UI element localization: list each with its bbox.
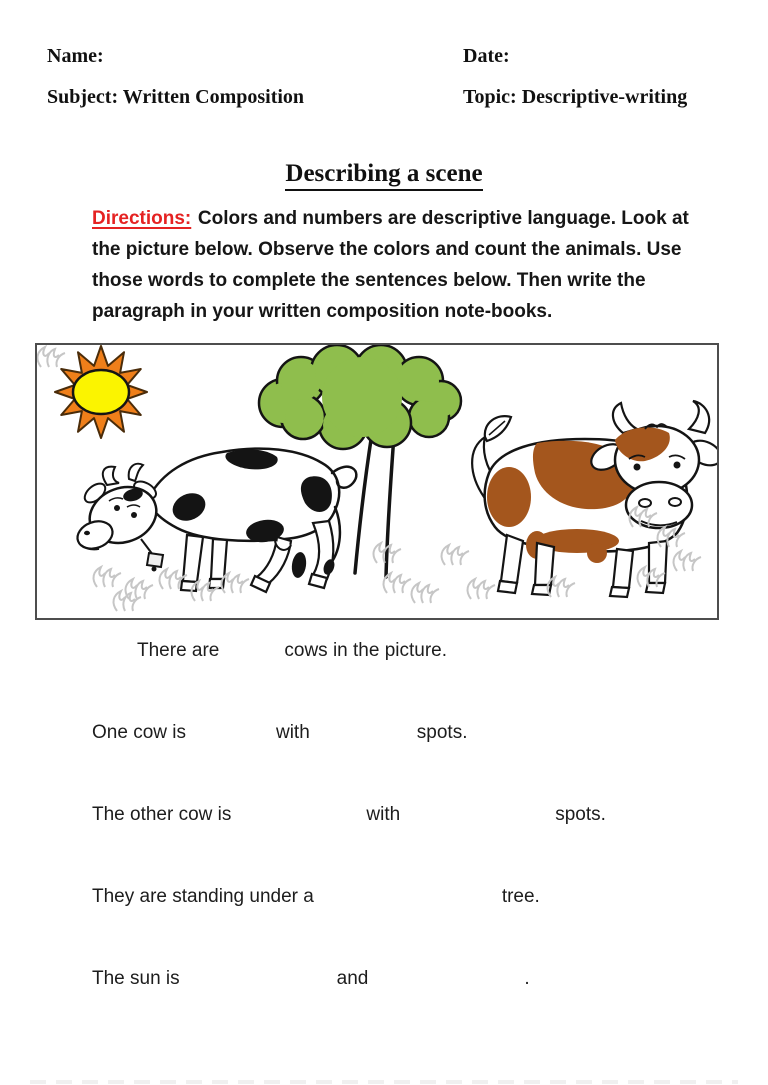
sentence-5-blank-1[interactable] <box>180 965 337 984</box>
sentence-4-text-2: tree. <box>501 886 540 907</box>
sentence-2-text-3: spots. <box>416 722 468 743</box>
sentence-3-text-2: with <box>366 804 401 825</box>
sentence-4-blank-1[interactable] <box>314 883 502 902</box>
name-label: Name: <box>47 45 104 67</box>
sentence-2 <box>0 719 768 744</box>
topic-label: Topic: Descriptive-writing <box>463 86 688 108</box>
sentence-5 <box>0 965 768 990</box>
directions-line-3: those words to complete the sentences below. Then write the <box>92 270 646 291</box>
sentence-3-text-3: spots. <box>555 804 606 825</box>
directions-line-1 <box>92 203 722 234</box>
sentence-5-blank-2[interactable] <box>368 965 524 984</box>
cropped-text-artifact <box>30 1080 738 1084</box>
sentence-1-text-1: There are <box>137 640 220 661</box>
directions-label: Directions: <box>92 208 192 229</box>
sentence-4-text-1: They are standing under a <box>92 886 314 907</box>
sentence-2-blank-1[interactable] <box>186 719 276 738</box>
sentence-1 <box>0 637 768 662</box>
directions-line-4: paragraph in your written composition note-books. <box>92 301 553 322</box>
sentence-4 <box>0 883 768 908</box>
scene-picture <box>35 343 719 620</box>
black-white-cow-graphic <box>74 449 357 592</box>
sentence-2-text-1: One cow is <box>92 722 186 743</box>
sentence-5-text-2: and <box>336 968 369 989</box>
sun-graphic <box>55 346 147 438</box>
sentence-1-text-2: cows in the picture. <box>284 640 448 661</box>
sentence-2-text-2: with <box>275 722 310 743</box>
sentence-1-blank-1[interactable] <box>219 637 284 656</box>
page-title: Describing a scene <box>285 160 482 191</box>
brown-white-cow-graphic <box>472 401 717 597</box>
directions-text-1: Colors and numbers are descriptive language. Look at <box>197 208 689 229</box>
sentence-5-text-3: . <box>524 968 530 989</box>
sentence-3-blank-2[interactable] <box>400 801 555 820</box>
sentence-3-text-1: The other cow is <box>92 804 232 825</box>
directions-paragraph <box>92 203 722 327</box>
date-label: Date: <box>463 45 510 67</box>
sentence-3 <box>0 801 768 826</box>
sentence-2-blank-2[interactable] <box>310 719 417 738</box>
directions-line-2: the picture below. Observe the colors and count the animals. Use <box>92 239 682 260</box>
subject-label: Subject: Written Composition <box>47 86 305 108</box>
sentence-3-blank-1[interactable] <box>231 801 366 820</box>
title-row <box>0 160 768 191</box>
sentence-5-text-1: The sun is <box>92 968 180 989</box>
